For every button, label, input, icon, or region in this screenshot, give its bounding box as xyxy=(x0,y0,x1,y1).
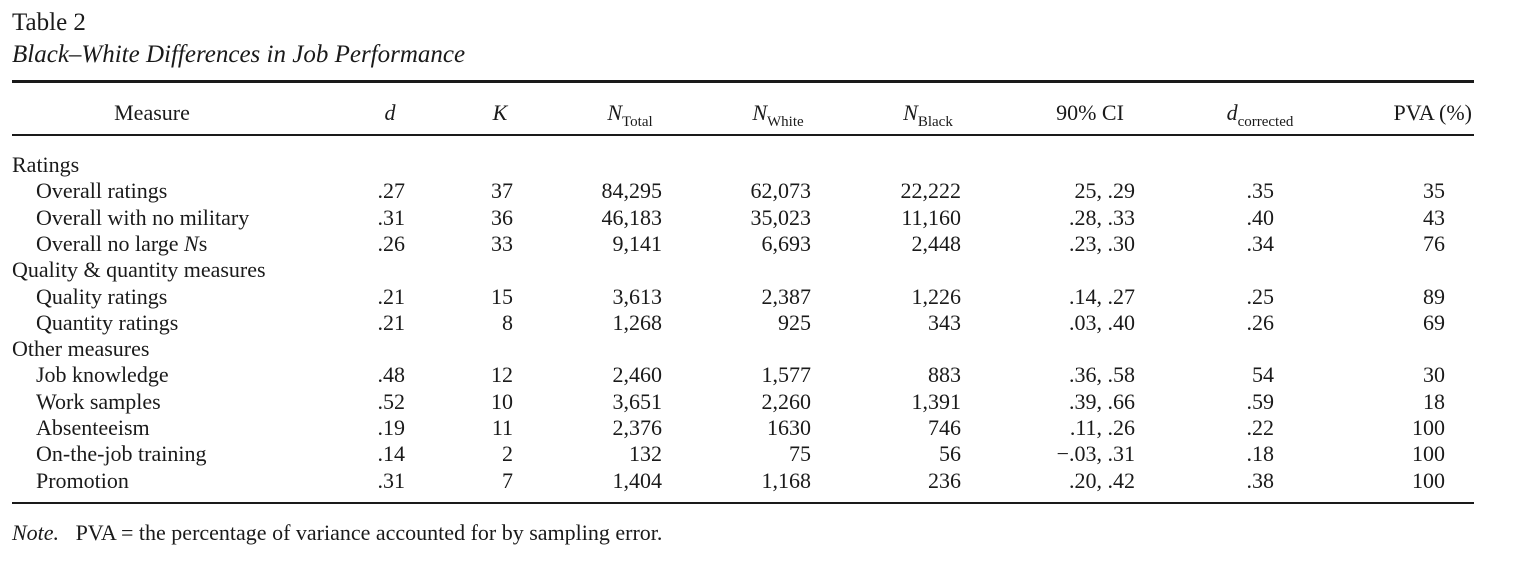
cell-n-total: 3,613 xyxy=(612,283,662,309)
cell-n-total: 3,651 xyxy=(612,388,662,414)
cell-ci: .11, .26 xyxy=(1069,415,1135,440)
cell-n-total: 9,141 xyxy=(612,230,662,256)
cell-d: .26 xyxy=(377,230,405,256)
cell-k: 33 xyxy=(491,230,513,256)
top-rule xyxy=(12,80,1474,83)
cell-d-corrected: .18 xyxy=(1246,441,1274,467)
table-caption: Black–White Differences in Job Performance xyxy=(12,41,466,68)
cell-pva: 89 xyxy=(1423,283,1445,309)
note-text: PVA = the percentage of variance accounted for by sampling error. xyxy=(75,520,663,545)
header-measure: Measure xyxy=(114,100,190,125)
row-measure-text: Overall with no military xyxy=(36,204,250,230)
cell-n-white: 35,023 xyxy=(750,204,811,230)
cell-n-black: 236 xyxy=(928,467,961,493)
cell-n-black: 11,160 xyxy=(901,204,961,230)
row-measure-text: Absenteeism xyxy=(36,415,150,440)
cell-d: .21 xyxy=(377,283,405,309)
row-measure xyxy=(36,441,206,467)
cell-n-white: 1630 xyxy=(767,415,811,440)
cell-d: .31 xyxy=(377,467,405,493)
cell-n-white: 925 xyxy=(778,309,811,335)
header-n-total-main: N xyxy=(607,100,623,125)
cell-n-white: 6,693 xyxy=(761,230,811,256)
row-measure xyxy=(36,415,150,441)
cell-k: 7 xyxy=(502,467,513,493)
cell-n-white: 2,387 xyxy=(761,283,811,309)
cell-ci: .39, .66 xyxy=(1069,388,1135,414)
cell-ci: .20, .42 xyxy=(1069,467,1135,493)
row-measure-text: Overall ratings xyxy=(36,178,168,204)
cell-pva: 35 xyxy=(1423,178,1445,204)
header-n-total xyxy=(580,100,680,130)
cell-n-white: 1,577 xyxy=(761,362,811,388)
cell-n-white: 1,168 xyxy=(761,467,811,493)
cell-ci: −.03, .31 xyxy=(1056,441,1135,467)
cell-d: .48 xyxy=(377,362,405,388)
table-note xyxy=(12,520,662,546)
row-measure-text: Quality ratings xyxy=(36,283,168,309)
cell-d: .27 xyxy=(377,178,405,204)
header-rule xyxy=(12,134,1474,136)
cell-d: .52 xyxy=(377,388,405,414)
cell-n-black: 883 xyxy=(928,362,961,388)
cell-n-black: 56 xyxy=(939,441,961,467)
cell-pva: 69 xyxy=(1423,309,1445,335)
cell-n-total: 2,376 xyxy=(612,415,662,440)
row-measure-text: Job knowledge xyxy=(36,362,169,388)
header-pva: PVA (%) xyxy=(1393,100,1472,125)
cell-k: 11 xyxy=(491,415,513,440)
cell-pva: 100 xyxy=(1412,467,1445,493)
row-measure xyxy=(36,362,169,388)
table-label: Table 2 xyxy=(12,9,86,36)
cell-n-total: 2,460 xyxy=(612,362,662,388)
cell-d-corrected: .35 xyxy=(1246,178,1274,204)
cell-n-white: 75 xyxy=(789,441,811,467)
section-label: Other measures xyxy=(12,336,150,362)
header-n-black xyxy=(878,100,978,130)
cell-n-total: 1,404 xyxy=(612,467,662,493)
cell-k: 10 xyxy=(491,388,513,414)
cell-d-corrected: 54 xyxy=(1252,362,1274,388)
row-measure xyxy=(36,284,167,310)
cell-n-black: 746 xyxy=(928,415,961,440)
cell-d: .21 xyxy=(377,309,405,335)
cell-ci: .03, .40 xyxy=(1069,309,1135,335)
cell-d-corrected: .22 xyxy=(1246,415,1274,440)
row-measure xyxy=(36,231,207,257)
section-label: Quality & quantity measures xyxy=(12,257,266,283)
row-measure xyxy=(36,389,161,415)
cell-k: 37 xyxy=(491,178,513,204)
header-n-black-main: N xyxy=(903,100,918,125)
row-measure xyxy=(36,178,167,204)
row-measure-text: Promotion xyxy=(36,467,129,493)
header-n-total-sub: Total xyxy=(622,114,653,130)
cell-pva: 43 xyxy=(1423,204,1445,230)
cell-n-black: 343 xyxy=(928,309,961,335)
cell-ci: .14, .27 xyxy=(1069,283,1135,309)
cell-n-black: 22,222 xyxy=(900,178,961,204)
row-measure-text: Quantity ratings xyxy=(36,309,179,335)
header-d-corrected-main: d xyxy=(1226,100,1238,125)
cell-n-black: 1,391 xyxy=(911,388,961,414)
header-n-black-sub: Black xyxy=(917,114,953,130)
cell-d-corrected: .40 xyxy=(1246,204,1274,230)
header-k: K xyxy=(492,100,508,125)
cell-n-black: 1,226 xyxy=(911,283,961,309)
cell-k: 36 xyxy=(491,204,513,230)
cell-pva: 76 xyxy=(1423,230,1445,256)
note-label: Note. xyxy=(12,520,60,545)
cell-d-corrected: .26 xyxy=(1246,309,1274,335)
header-n-white xyxy=(728,100,828,130)
bottom-rule xyxy=(12,502,1474,504)
cell-n-white: 62,073 xyxy=(750,178,811,204)
cell-k: 15 xyxy=(491,283,513,309)
cell-n-black: 2,448 xyxy=(911,230,961,256)
cell-ci: .23, .30 xyxy=(1069,230,1135,256)
cell-ci: .36, .58 xyxy=(1069,362,1135,388)
row-measure-suffix: s xyxy=(198,230,208,256)
cell-d: .19 xyxy=(377,415,405,440)
cell-d-corrected: .38 xyxy=(1246,467,1274,493)
header-n-white-sub: White xyxy=(767,114,804,130)
section-label: Ratings xyxy=(12,152,80,177)
header-n-white-main: N xyxy=(752,100,768,125)
cell-d-corrected: .59 xyxy=(1246,388,1274,414)
row-measure-text: Overall no large xyxy=(36,230,185,256)
cell-pva: 100 xyxy=(1412,441,1445,467)
cell-pva: 30 xyxy=(1423,362,1445,388)
row-measure xyxy=(36,468,129,494)
cell-d-corrected: .25 xyxy=(1246,283,1274,309)
cell-n-white: 2,260 xyxy=(761,388,811,414)
cell-n-total: 132 xyxy=(629,441,662,467)
header-d-corrected-sub: corrected xyxy=(1237,114,1294,130)
cell-pva: 100 xyxy=(1412,415,1445,440)
cell-ci: .28, .33 xyxy=(1069,204,1135,230)
cell-k: 2 xyxy=(502,441,513,467)
cell-k: 12 xyxy=(491,362,513,388)
row-measure xyxy=(36,310,178,336)
header-d: d xyxy=(384,100,396,125)
row-measure-text: On-the-job training xyxy=(36,441,207,467)
cell-d-corrected: .34 xyxy=(1246,230,1274,256)
cell-ci: 25, .29 xyxy=(1074,178,1135,204)
cell-n-total: 46,183 xyxy=(601,204,662,230)
row-measure-text: Work samples xyxy=(36,388,161,414)
cell-d: .14 xyxy=(377,441,405,467)
cell-pva: 18 xyxy=(1423,388,1445,414)
header-d-corrected xyxy=(1200,100,1320,130)
cell-n-total: 84,295 xyxy=(601,178,662,204)
cell-d: .31 xyxy=(377,204,405,230)
row-measure xyxy=(36,205,249,231)
cell-k: 8 xyxy=(502,309,513,335)
row-measure-italic: N xyxy=(184,230,199,256)
cell-n-total: 1,268 xyxy=(612,309,662,335)
header-ci: 90% CI xyxy=(1056,100,1124,125)
